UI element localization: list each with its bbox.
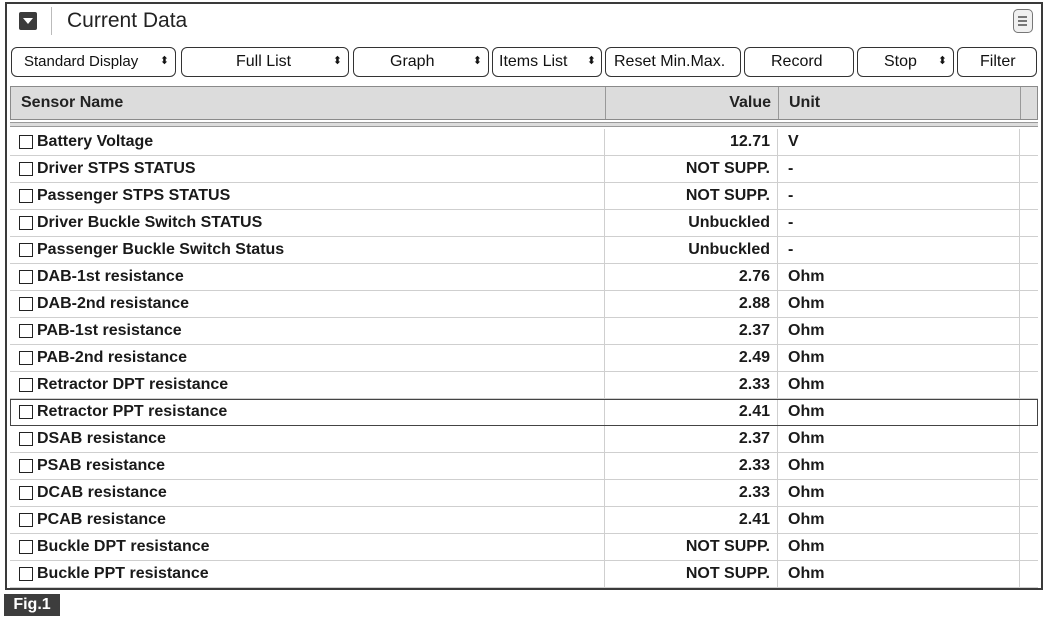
sensor-name-cell: PAB-2nd resistance [37,349,187,366]
sensor-name-cell: DAB-2nd resistance [37,295,190,312]
row-checkbox[interactable] [19,324,33,338]
value-cell: 12.71 [729,133,770,150]
sensor-table [10,86,1038,588]
title-divider [51,7,52,35]
unit-cell: Ohm [788,322,825,339]
row-checkbox[interactable] [19,540,33,554]
header-unit[interactable]: Unit [789,94,821,111]
value-cell: 2.49 [738,349,770,366]
standard-display-label: Standard Display [24,53,139,70]
row-checkbox[interactable] [19,459,33,473]
sensor-name-cell: DAB-1st resistance [37,268,184,285]
record-label: Record [771,53,823,70]
updown-arrows-icon: ⬍ [472,55,482,67]
unit-cell: Ohm [788,538,825,555]
panel-title: Current Data [67,9,188,32]
unit-cell: - [788,214,794,231]
unit-cell: Ohm [788,376,825,393]
table-header [10,86,1038,120]
row-checkbox[interactable] [19,351,33,365]
collapse-icon[interactable] [19,12,37,30]
table-row[interactable] [10,561,1038,588]
value-cell: Unbuckled [688,214,770,231]
unit-cell: Ohm [788,511,825,528]
full-list-label: Full List [236,53,292,70]
record-button[interactable] [744,47,854,77]
sensor-name-cell: PSAB resistance [37,457,166,474]
row-checkbox[interactable] [19,162,33,176]
unit-cell: - [788,241,794,258]
sensor-name-cell: Passenger Buckle Switch Status [37,241,285,258]
filter-label: Filter [980,53,1016,70]
column-divider [605,87,606,119]
toolbar [7,44,1041,80]
filter-button[interactable] [957,47,1037,77]
row-checkbox[interactable] [19,513,33,527]
header-sensor-name[interactable]: Sensor Name [21,94,124,111]
unit-cell: - [788,160,794,177]
figure-label: Fig.1 [4,594,60,616]
full-list-select[interactable] [181,47,349,77]
stop-select[interactable] [857,47,954,77]
unit-cell: Ohm [788,457,825,474]
updown-arrows-icon: ⬍ [586,55,596,67]
row-checkbox[interactable] [19,432,33,446]
unit-cell: Ohm [788,403,825,420]
table-row[interactable] [10,156,1038,183]
column-divider [778,87,779,119]
value-cell: 2.37 [738,430,770,447]
table-row[interactable] [10,426,1038,453]
value-cell: 2.76 [738,268,770,285]
header-value[interactable]: Value [729,94,771,111]
unit-cell: - [788,187,794,204]
value-cell: 2.37 [738,322,770,339]
sensor-name-cell: DSAB resistance [37,430,166,447]
value-cell: 2.41 [738,403,770,420]
value-cell: Unbuckled [688,241,770,258]
unit-cell: Ohm [788,295,825,312]
items-list-label: Items List [499,53,568,70]
updown-arrows-icon: ⬍ [332,55,342,67]
sensor-name-cell: Battery Voltage [37,133,154,150]
row-checkbox[interactable] [19,270,33,284]
sensor-name-cell: Driver STPS STATUS [37,160,196,177]
row-checkbox[interactable] [19,405,33,419]
sensor-name-cell: PAB-1st resistance [37,322,182,339]
row-checkbox[interactable] [19,486,33,500]
stop-label: Stop [884,53,917,70]
value-cell: NOT SUPP. [685,187,770,204]
row-checkbox[interactable] [19,567,33,581]
row-checkbox[interactable] [19,135,33,149]
current-data-panel [5,2,1043,590]
items-list-select[interactable] [492,47,602,77]
unit-cell: Ohm [788,565,825,582]
unit-cell: Ohm [788,430,825,447]
row-checkbox[interactable] [19,297,33,311]
table-row[interactable] [10,534,1038,561]
header-separator [10,122,1038,127]
table-row[interactable] [10,183,1038,210]
sensor-name-cell: DCAB resistance [37,484,167,501]
table-row[interactable] [10,345,1038,372]
table-row[interactable] [10,318,1038,345]
value-cell: NOT SUPP. [685,565,770,582]
menu-icon[interactable] [1013,9,1033,33]
unit-cell: Ohm [788,349,825,366]
column-divider [1020,87,1021,119]
value-cell: 2.33 [738,484,770,501]
table-row[interactable] [10,480,1038,507]
value-cell: 2.33 [738,376,770,393]
row-checkbox[interactable] [19,243,33,257]
table-row[interactable] [10,237,1038,264]
table-body [10,129,1038,588]
value-cell: NOT SUPP. [685,538,770,555]
row-checkbox[interactable] [19,189,33,203]
table-row[interactable] [10,129,1038,156]
value-cell: 2.33 [738,457,770,474]
row-checkbox[interactable] [19,378,33,392]
table-row[interactable] [10,372,1038,399]
table-row[interactable] [10,210,1038,237]
table-row[interactable] [10,507,1038,534]
sensor-name-cell: Passenger STPS STATUS [37,187,231,204]
title-bar [7,4,1041,40]
reset-label: Reset Min.Max. [614,53,726,70]
updown-arrows-icon: ⬍ [937,55,947,67]
sensor-name-cell: PCAB resistance [37,511,166,528]
graph-select[interactable] [353,47,489,77]
sensor-name-cell: Retractor PPT resistance [37,403,228,420]
value-cell: 2.41 [738,511,770,528]
standard-display-select[interactable] [11,47,176,77]
value-cell: 2.88 [738,295,770,312]
row-checkbox[interactable] [19,216,33,230]
sensor-name-cell: Buckle PPT resistance [37,565,209,582]
table-row[interactable] [10,291,1038,318]
table-row[interactable] [10,264,1038,291]
sensor-name-cell: Driver Buckle Switch STATUS [37,214,263,231]
updown-arrows-icon: ⬍ [159,55,169,67]
table-row[interactable] [10,399,1038,426]
unit-cell: Ohm [788,484,825,501]
unit-cell: Ohm [788,268,825,285]
graph-label: Graph [390,53,435,70]
value-cell: NOT SUPP. [685,160,770,177]
reset-min-max-button[interactable] [605,47,741,77]
unit-cell: V [788,133,799,150]
table-row[interactable] [10,453,1038,480]
sensor-name-cell: Buckle DPT resistance [37,538,210,555]
sensor-name-cell: Retractor DPT resistance [37,376,229,393]
